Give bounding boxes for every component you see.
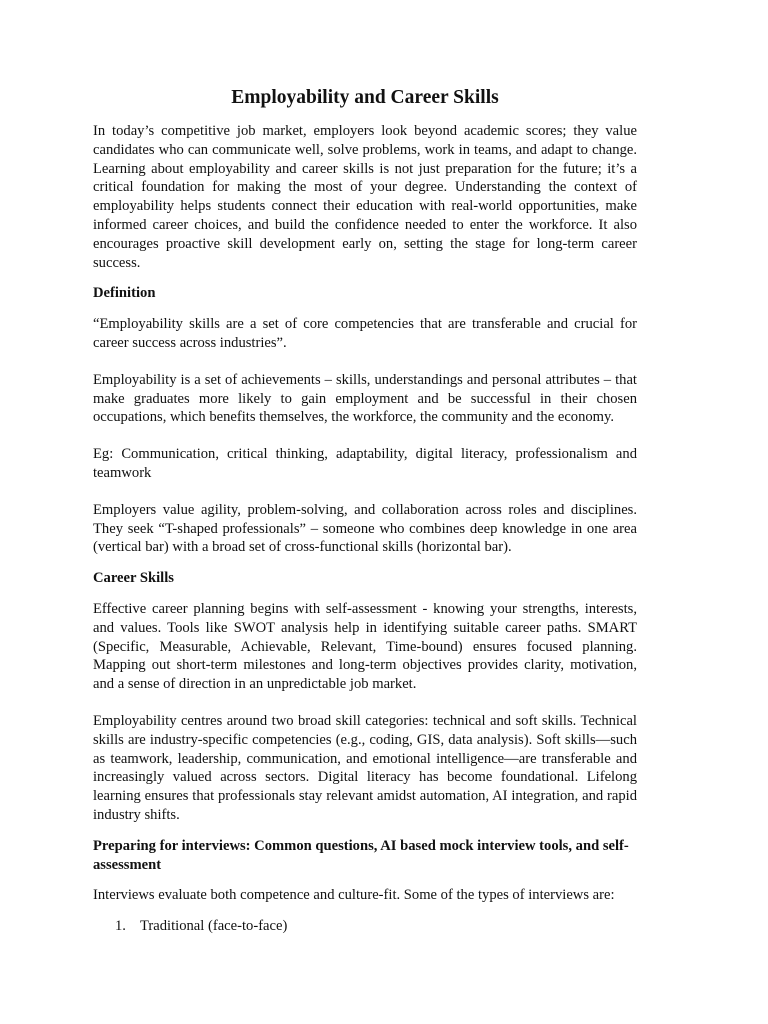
career-skills-heading: Career Skills bbox=[93, 570, 174, 587]
definition-heading: Definition bbox=[93, 285, 156, 302]
intro-paragraph: In today’s competitive job market, employers look beyond academic scores; they value candidates who can communicate well, solve problems, work in teams, and adapt to change. Learning about employability and career skills is not just preparation for the future; it’s a critical foundation for making the most of your degree. Understanding the context of employability helps students connect their education with real-world opportunities, make informed career choices, and build the confidence needed to enter the workforce. It also encourages proactive skill development early on, setting the stage for long-term career success. bbox=[93, 123, 637, 271]
interviews-heading: Preparing for interviews: Common questions, AI based mock interview tools, and self-assessment bbox=[93, 837, 629, 873]
t-shaped-paragraph: Employers value agility, problem-solving, and collaboration across roles and disciplines. They seek “T-shaped professionals” – someone who combines deep knowledge in one area (vertical bar) with a broad set of cross-functional skills (horizontal bar). bbox=[93, 501, 637, 556]
list-item bbox=[93, 917, 637, 936]
interview-types-list bbox=[93, 917, 637, 936]
document-page bbox=[93, 86, 637, 936]
example-paragraph: Eg: Communication, critical thinking, adaptability, digital literacy, professionalism and teamwork bbox=[93, 446, 637, 481]
list-item-number: 1. bbox=[115, 918, 126, 935]
career-planning-paragraph: Effective career planning begins with self-assessment - knowing your strengths, interests, and values. Tools like SWOT analysis help in identifying suitable career paths. SMART (Specific, Measurable, Achievable, Relevant, Time-bound) ensures focused planning. Mapping out short-term milestones and long-term objectives provides clarity, motivation, and a sense of direction in an unpredictable job market. bbox=[93, 600, 637, 693]
interviews-intro: Interviews evaluate both competence and culture-fit. Some of the types of interviews are: bbox=[93, 887, 615, 904]
skill-categories-paragraph: Employability centres around two broad skill categories: technical and soft skills. Technical skills are industry-specific competencies (e.g., coding, GIS, data analysis). Soft skills—such as teamwork, leadership, communication, and emotional intelligence—are transferable and increasingly valued across sectors. Digital literacy has become foundational. Lifelong learning ensures that professionals stay relevant amidst automation, AI integration, and rapid industry shifts. bbox=[93, 712, 637, 823]
list-item-text: Traditional (face-to-face) bbox=[140, 918, 288, 935]
definition-paragraph: Employability is a set of achievements – skills, understandings and personal attributes – that make graduates more likely to gain employment and be successful in their chosen occupations, which benefits themselves, the workforce, the community and the economy. bbox=[93, 371, 637, 426]
definition-quote: “Employability skills are a set of core competencies that are transferable and crucial for career success across industries”. bbox=[93, 316, 637, 351]
document-title: Employability and Career Skills bbox=[231, 87, 499, 108]
